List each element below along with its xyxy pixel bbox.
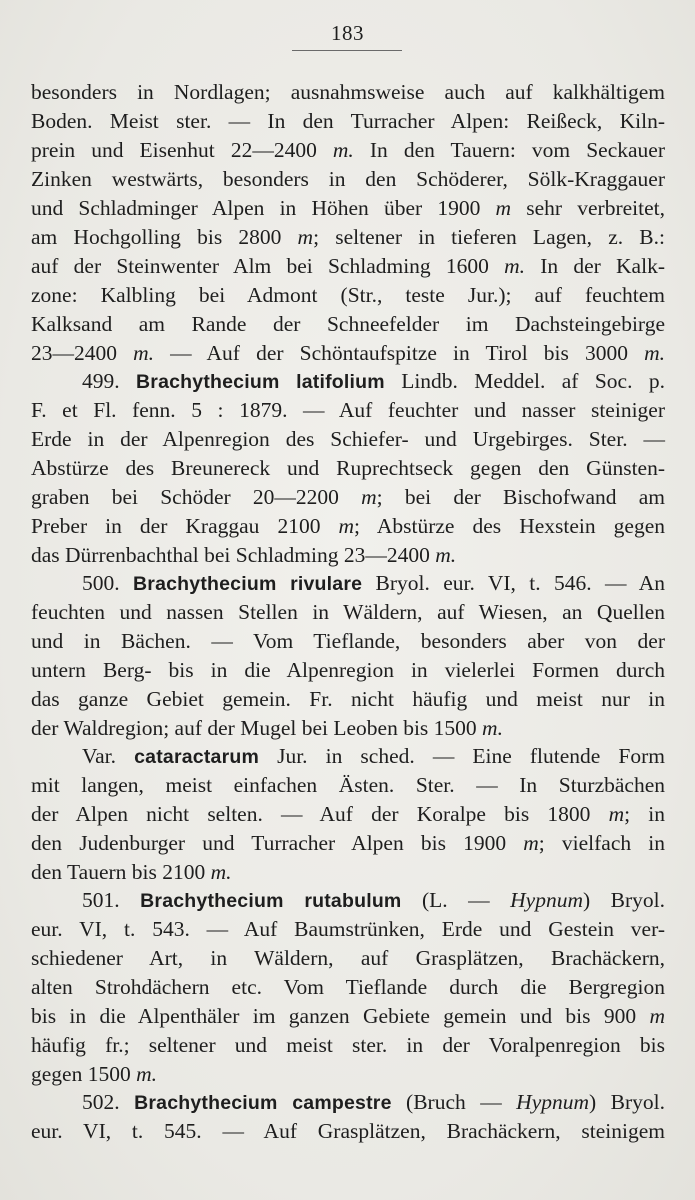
species-name: Brachythecium latifolium: [136, 371, 385, 393]
text-line: und Schladminger Alpen in Höhen über 1900 m sehr verbreitet,: [31, 196, 665, 220]
text-line: das ganze Gebiet gemein. Fr. nicht häufig und meist nur in: [31, 687, 665, 711]
text-line: eur. VI, t. 545. — Auf Grasplätzen, Brachäckern, steinigem: [31, 1119, 665, 1143]
text-line: Erde in der Alpenregion des Schiefer- und Urgebirges. Ster. —: [31, 427, 665, 451]
entry-number: 502.: [82, 1090, 120, 1114]
text-line: zone: Kalbling bei Admont (Str., teste Jur.); auf feuchtem: [31, 283, 665, 307]
text-line: Abstürze des Breunereck und Ruprechtseck gegen den Günsten-: [31, 456, 665, 480]
entry-number: 501.: [82, 888, 120, 912]
entry-499-heading: 499. Brachythecium latifolium Lindb. Meddel. af Soc. p.: [82, 369, 665, 393]
entry-502-heading: 502. Brachythecium campestre (Bruch — Hypnum) Bryol.: [82, 1090, 665, 1114]
header-rule: [292, 50, 402, 51]
entry-number: 500.: [82, 571, 120, 595]
text-line: besonders in Nordlagen; ausnahmsweise auch auf kalkhältigem: [31, 80, 665, 104]
species-name: Brachythecium rutabulum: [140, 890, 402, 912]
text-line: Zinken westwärts, besonders in den Schöderer, Sölk-Kraggauer: [31, 167, 665, 191]
entry-501-heading: 501. Brachythecium rutabulum (L. — Hypnum) Bryol.: [82, 888, 666, 912]
text-line: F. et Fl. fenn. 5 : 1879. — Auf feuchter und nasser steiniger: [31, 398, 665, 422]
text-line: am Hochgolling bis 2800 m; seltener in tieferen Lagen, z. B.:: [31, 225, 665, 249]
text-line: der Waldregion; auf der Mugel bei Leoben bis 1500 m.: [31, 716, 503, 740]
text-line: bis in die Alpenthäler im ganzen Gebiete gemein und bis 900 m: [31, 1004, 665, 1028]
page-number: 183: [331, 21, 364, 45]
entry-number: 499.: [82, 369, 120, 393]
text-line: schiedener Art, in Wäldern, auf Grasplätzen, Brachäckern,: [31, 946, 665, 970]
text-line: Kalksand am Rande der Schneefelder im Dachsteingebirge: [31, 312, 665, 336]
text-line: der Alpen nicht selten. — Auf der Koralpe bis 1800 m; in: [31, 802, 665, 826]
text-line: 23—2400 m. — Auf der Schöntaufspitze in Tirol bis 3000 m.: [31, 341, 666, 365]
entry-500-heading: 500. Brachythecium rivulare Bryol. eur. VI, t. 546. — An: [82, 571, 665, 595]
text-line: graben bei Schöder 20—2200 m; bei der Bischofwand am: [31, 485, 665, 509]
text-line: und in Bächen. — Vom Tieflande, besonders aber von der: [31, 629, 665, 653]
text-line: eur. VI, t. 543. — Auf Baumstrünken, Erde und Gestein ver-: [31, 917, 665, 941]
text-line: feuchten und nassen Stellen in Wäldern, auf Wiesen, an Quellen: [31, 600, 665, 624]
text-line: den Judenburger und Turracher Alpen bis 1900 m; vielfach in: [31, 831, 666, 855]
variety-heading: Var. cataractarum Jur. in sched. — Eine flutende Form: [82, 744, 665, 768]
text-line: mit langen, meist einfachen Ästen. Ster. — In Sturzbächen: [31, 773, 665, 797]
species-name: Brachythecium rivulare: [133, 573, 363, 595]
text-line: alten Strohdächern etc. Vom Tieflande durch die Bergregion: [31, 975, 665, 999]
text-line: gegen 1500 m.: [31, 1062, 157, 1086]
text-line: Boden. Meist ster. — In den Turracher Alpen: Reißeck, Kiln-: [31, 109, 665, 133]
text-line: häufig fr.; seltener und meist ster. in der Voralpenregion bis: [31, 1033, 665, 1057]
species-name: Brachythecium campestre: [134, 1092, 392, 1114]
text-line: den Tauern bis 2100 m.: [31, 860, 232, 884]
text-line: untern Berg- bis in die Alpenregion in vielerlei Formen durch: [31, 658, 665, 682]
text-line: auf der Steinwenter Alm bei Schladming 1600 m. In der Kalk-: [31, 254, 665, 278]
text-line: prein und Eisenhut 22—2400 m. In den Tauern: vom Seckauer: [31, 138, 665, 162]
text-line: das Dürrenbachthal bei Schladming 23—2400 m.: [31, 543, 457, 567]
text-line: Preber in der Kraggau 2100 m; Abstürze des Hexstein gegen: [31, 514, 665, 538]
variety-name: cataractarum: [134, 746, 260, 768]
